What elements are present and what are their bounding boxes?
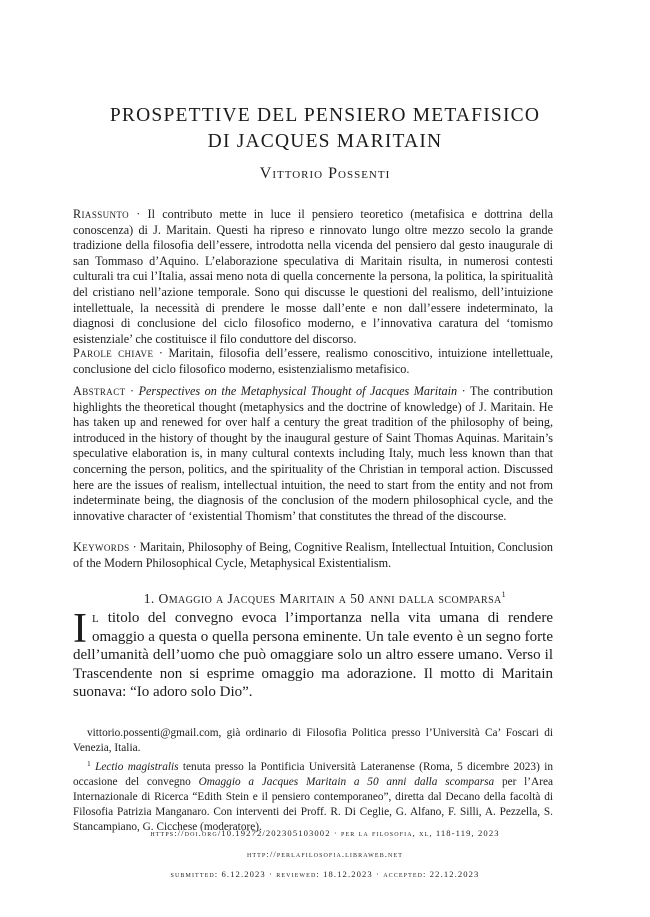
title-line-2: DI JACQUES MARITAIN: [207, 131, 443, 152]
footnote-1-text-a: tenuta presso la Pontificia Università Lateranense (Roma, 5 dicembre 2023) in occasione del convegno: [73, 761, 553, 788]
author-note: vittorio.possenti@gmail.com, già ordinario di Filosofia Politica presso l’Università Ca’ Foscari di Venezia, Italia.: [73, 727, 553, 754]
footnote-1-lectio: Lectio magistralis: [95, 761, 179, 773]
footer-doi[interactable]: https://doi.org/10.19272/202305103002 · per la filosofia, xl, 118-119, 2023: [150, 828, 500, 838]
body-paragraph: [73, 606, 553, 702]
footnote-1-text-b: per l’Area Internazionale di Ricerca “Edith Stein e il pensiero contemporaneo”, diretta dal Decano della facoltà di Filosofia Patrizia Manganaro. Con interventi dei Proff. R. Di Ceglie, G. Alfano, F. Silli, A. Pezzella, S. Stancampiano, G. Cicchese (moderatore).: [73, 776, 553, 833]
body-text: titolo del convegno evoca l’importanza nella vita umana di rendere omaggio a questa o quella persona eminente. Un tale evento è un segno forte dell’umanità dell’uomo che può omaggiare solo un altro essere umano. Verso il Trascendente non si esprime omaggio ma adorazione. Il motto di Maritain suonava: “Io adoro solo Dio”.: [73, 610, 553, 701]
footnote-ref-1[interactable]: 1: [501, 590, 507, 599]
parole-chiave-text: Maritain, filosofia dell’essere, realismo conoscitivo, intuizione intellettuale, conclusione del ciclo filosofico moderno, esistenzialismo metafisico.: [73, 346, 554, 376]
footer-dates: submitted: 6.12.2023 · reviewed: 18.12.2023 · accepted: 22.12.2023: [170, 869, 480, 879]
title-line-1: PROSPETTIVE DEL PENSIERO METAFISICO: [109, 105, 541, 126]
abstract-title: Perspectives on the Metaphysical Thought of Jacques Maritain: [138, 384, 458, 398]
riassunto-separator: ·: [129, 207, 148, 221]
paper-title: [60, 103, 590, 155]
riassunto-block: [73, 207, 553, 347]
keywords-label: Keywords: [73, 540, 130, 554]
footer-url[interactable]: http://perlafilosofia.libraweb.net: [246, 849, 404, 859]
keywords-separator: ·: [129, 540, 140, 554]
author-name: Vittorio Possenti: [259, 165, 391, 182]
parole-chiave-label: Parole chiave: [73, 346, 154, 360]
abstract-text: The contribution highlights the theoretical thought (metaphysics and the doctrine of knowledge) of J. Maritain. He has taken up and renewed for over half a century the great tradition of the philosophy of being, introduced in the history of thought by the inaugural gesture of Saint Thomas Aquinas. Maritain’s speculative elaboration is, in many cultural contexts including Italy, much less known than that concerning the person, politics, and the spirituality of the Christian in temporal action. Discussed here are the issues of realism, intellectual intuition, the need to start from the entity and not from indeterminate being, the diagnosis of the conclusion of the modern philosophical cycle, and the innovative character of ‘existential Thomism’ that constitutes the thread of the discourse.: [73, 384, 553, 523]
section-heading-text: 1. Omaggio a Jacques Maritain a 50 anni dalla scomparsa: [143, 591, 502, 606]
footnote-1-convegno: Omaggio a Jacques Maritain a 50 anni dalla scomparsa: [198, 776, 495, 788]
keywords-block: [73, 540, 553, 571]
section-heading: [60, 590, 590, 607]
keywords-text: Maritain, Philosophy of Being, Cognitive Realism, Intellectual Intuition, Conclusion of the Modern Philosophical Cycle, Metaphysical Existentialism.: [73, 540, 554, 570]
abstract-label: Abstract: [73, 384, 126, 398]
footnote-1-number: 1: [87, 759, 91, 768]
abstract-separator: ·: [125, 384, 139, 398]
first-word-rest: l: [92, 610, 100, 626]
parole-chiave-block: [73, 346, 553, 377]
riassunto-text: Il contributo mette in luce il pensiero teoretico (metafisica e dottrina della conoscenza) di J. Maritain. Questi ha ripreso e rinnovato lungo oltre mezzo secolo la grande tradizione della filosofia dell’essere, introdotta nella vicenda del pensiero dal gesto inaugurale di san Tommaso d’Aquino. L’elaborazione speculativa di Maritain risulta, in numerosi contesti culturali tra cui l’Italia, assai meno nota di quella concernente la persona, la politica, la spiritualità del cristiano nell’azione temporale. Sono qui discusse le questioni del realismo, dell’intuizione intellettuale, la necessità di prendere le mosse dall’ente e non dall’essere indeterminato, la diagnosi di conclusione del ciclo filosofico moderno, e l’innovativa caratura del ‘tomismo esistenziale’ che costituisce il filo conduttore del discorso.: [73, 207, 553, 346]
parole-chiave-separator: ·: [153, 346, 169, 360]
riassunto-label: Riassunto: [73, 207, 130, 221]
abstract-block: [73, 384, 553, 524]
footnote-1: [73, 756, 553, 835]
drop-cap: I: [73, 606, 87, 652]
footnotes: [73, 726, 553, 835]
abstract-separator-2: ·: [457, 384, 470, 398]
